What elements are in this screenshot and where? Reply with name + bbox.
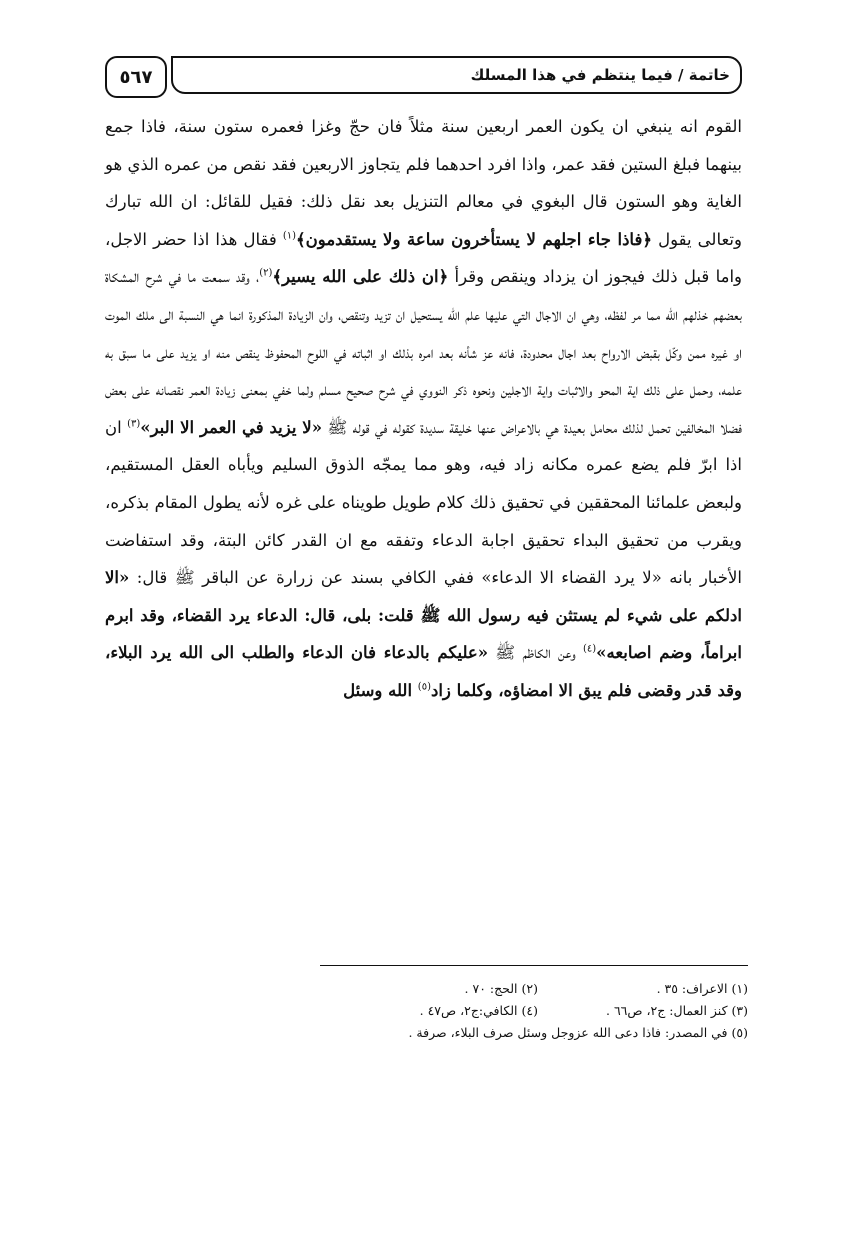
page-header [105,56,742,100]
footnote-2: (٢) الحج: ٧٠ . [464,981,538,996]
paragraph [105,108,742,710]
footnote-ref: (٢) [259,267,273,279]
text-run: فقال هذا اذا حضر الاجل، واما قبل ذلك فيجوز ان يزداد وينقص وقرأ [105,229,742,287]
footnote-1: (١) الاعراف: ٣٥ . [656,981,748,996]
hadith-quote: «عليكم بالدعاء فان الدعاء والطلب الى الله يرد البلاء، وقد قدر وقضى فلم يبق الا امضاؤه، وكلما زاد [105,643,742,700]
footnote-3: (٣) كنز العمال: ج٢، ص٦٦ . [606,1003,748,1018]
footnote-ref: (٣) [127,418,141,430]
quran-quote: ﴿ان ذلك على الله يسير﴾ [272,267,449,287]
footnote-4: (٤) الكافي:ج٢، ص٤٧ . [419,1003,538,1018]
footnote-ref: (٥) [417,681,431,693]
quran-quote: ﴿فاذا جاء اجلهم لا يستأخرون ساعة ولا يستقدمون﴾ [296,229,653,249]
running-title: خاتمة / فيما ينتظم في هذا المسلك [171,56,742,94]
footnote-divider [320,965,748,966]
footnote-row [320,978,748,1000]
hadith-quote: «الا ادلكم على شيء لم يستثن فيه رسول الله ﷺ قلت: بلى، قال: الدعاء يرد القضاء، وقد ابرم ابراماً، وضم اصابعه» [105,568,742,663]
footnote-ref: (١) [282,230,297,242]
text-run: ان اذا ابرّ فلم يضع عمره مكانه زاد فيه، وهو مما يمجّه الذوق السليم ويأباه العقل المستقيم، ولبعض علمائنا المحققين في تحقيق ذلك كلام طويل طويناه على غره لأنه يطول المقام بذكره، ويقرب من تحقيق البداء تحقيق اجابة الدعاء وتفقه مع ان القدر كائن البتة، وقد استفاضت الأخبار بانه «لا يرد القضاء الا الدعاء» ففي الكافي بسند عن زرارة عن الباقر ﷺ قال: [105,417,742,588]
text-run: ، وقد سمعت ما في شرح المشكاة بعضهم خذلهم الله مما مر لفظه، وهي ان الاجال التي عليها علم الله يستحيل ان تزيد وتنقص، وان الزيادة المذكورة انما هي النسبة الى ملك الموت او غيره ممن وكّل بقبض الارواح بعد اجال محدودة، فانه عز شأنه بعد امره بذلك او اثباته في اللوح المحفوظ ينقص منه او يزيد على ما سبق به علمه، وحمل على ذلك اية المحو والاثبات واية الاجلين ونحوه ذكر النووي في شرح صحيح مسلم ولما خفي بمعنى زيادة العمر نقصانه على بعض فضلا المخالفين تحمل لذلك محامل بعيدة هي بالاعراض عنها خليقة سديدة كقوله في قوله ﷺ [105,267,743,437]
hadith-quote: الله وسئل [343,680,418,700]
text-run: وعن الكاظم ﷺ [488,643,583,663]
main-text [105,108,742,710]
hadith-quote: «لا يزيد في العمر الا البر» [140,417,323,437]
footnote-5: (٥) في المصدر: فاذا دعى الله عزوجل وسئل صرف البلاء، صرفة . [408,1025,748,1040]
text-run: القوم انه ينبغي ان يكون العمر اربعين سنة مثلاً فان حجّ وغزا فعمره ستون سنة، فاذا جمع بينهما فبلغ الستين فقد عمر، واذا افرد احدهما فلم يتجاوز الاربعين فقد نقص من عمره الذي هو الغاية وهو الستون قال البغوي في معالم التنزيل بعد نقل ذلك: فقيل للقائل: ان الله تبارك وتعالى يقول [105,117,742,249]
footnotes [320,978,748,1044]
page-number: ٥٦٧ [105,56,167,98]
footnote-row [320,1000,748,1022]
footnote-ref: (٤) [582,643,597,655]
